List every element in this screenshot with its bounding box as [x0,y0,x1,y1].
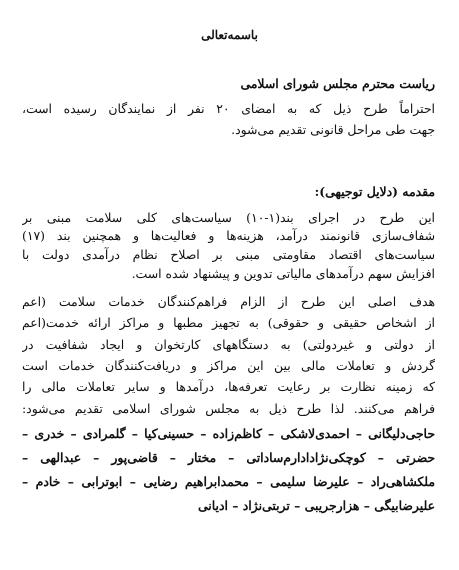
para1-line-2: شفاف‌سازی قانونمند درآمد، هزینه‌ها و فعالیت‌ها و همچنین بند (۱۷) [22,228,435,243]
intro-line-2: جهت طی مراحل قانونی تقدیم می‌شود. [231,122,435,137]
recipient-line: ریاست محترم مجلس شورای اسلامی [240,76,435,91]
para1-line-1: این طرح در اجرای بند(۱-۱۰) سیاست‌های کلی سلامت مبنی بر [22,210,435,225]
signatory-line-1: حاجی‌دلیگانی – احمدی‌لاشکی – کاظم‌زاده – حسینی‌کیا – گلمرادی – خدری – [22,426,435,441]
signatory-line-3: ملکشاهی‌راد – علیرضا سلیمی – محمدابراهیم رضایی – ابوترابی – خادم – [22,474,435,489]
para2-line-5: که زمینه نظارت بر رعایت تعرفه‌ها، درآمدها و سایر تعاملات مالی را [22,379,435,394]
section-title: مقدمه (دلایل توجیهی): [314,184,435,199]
para2-line-4: گردش و تعاملات مالی بین این مراکز و دریافت‌کنندگان خدمات است [22,358,435,373]
signatory-line-4: علیرضابیگی – هزارجریبی – تربتی‌نژاد – ادیانی [197,498,435,513]
signatory-line-2: حضرتی – کوچکی‌نژاد‌ادارم‌ساداتی – مختار – قاضی‌پور – عبدالهی – [22,450,435,465]
intro-line-1: احتراماً طرح ذیل که به امضای ۲۰ نفر از نمایندگان رسیده است، [22,101,435,116]
para2-line-1: هدف اصلی این طرح از الزام فراهم‌کنندگان خدمات سلامت (اعم [22,294,435,309]
para1-line-3: سیاست‌های اقتصاد مقاومتی مبنی بر اصلاح نظام درآمدی دولت با [22,247,435,262]
para2-line-2: از اشخاص حقیقی و حقوقی) به تجهیز مطبها و مراکز ارائه خدمت(اعم [22,315,435,330]
para2-line-3: از دولتی و غیردولتی) به دستگاههای کارتخوان و ایجاد شفافیت در [22,337,435,352]
para2-line-6: فراهم می‌کنند. لذا طرح ذیل به مجلس شورای اسلامی تقدیم می‌شود: [22,401,435,416]
basmala-heading: باسمه‌تعالی [201,28,258,42]
para1-line-4: افزایش سهم درآمدهای مالیاتی تدوین و پیشنهاد شده است. [131,266,435,281]
